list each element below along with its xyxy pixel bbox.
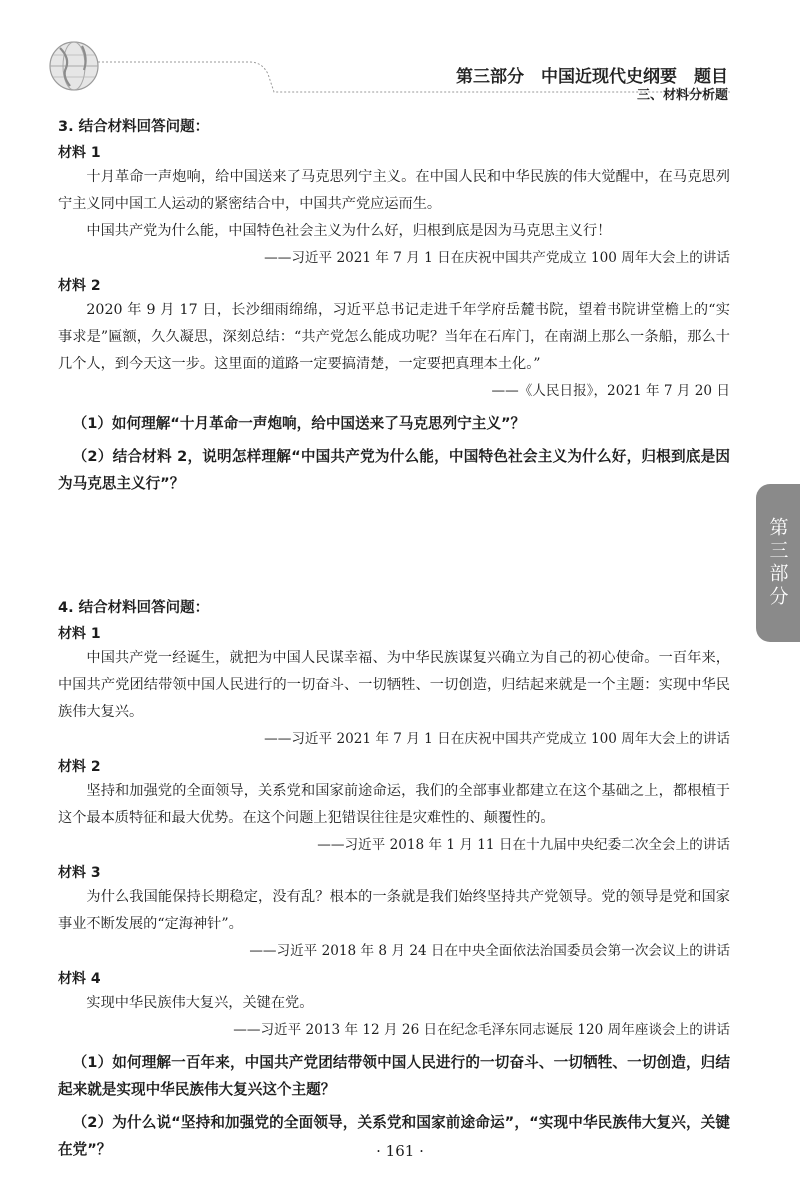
material-source: ——习近平 2018 年 8 月 24 日在中央全面依法治国委员会第一次会议上的讲话: [249, 943, 730, 959]
sub-question: （2）结合材料 2，说明怎样理解“中国共产党为什么能，中国特色社会主义为什么好，归根到底是因为马克思主义行”？: [58, 448, 730, 492]
header-title: 第三部分 中国近现代史纲要 题目: [456, 67, 728, 87]
side-tab-label: 第三部分: [766, 517, 789, 609]
page-header: [0, 0, 800, 110]
question-title: 4. 结合材料回答问题：: [58, 600, 210, 616]
material-paragraph: 为什么我国能保持长期稳定，没有乱？根本的一条就是我们始终坚持共产党领导。党的领导是党和国家事业不断发展的“定海神针”。: [58, 889, 730, 932]
material-label: 材料 1: [58, 626, 101, 642]
material-paragraph: 中国共产党为什么能，中国特色社会主义为什么好，归根到底是因为马克思主义行！: [86, 223, 612, 239]
sub-question: （1）如何理解“十月革命一声炮响，给中国送来了马克思列宁主义”？: [72, 415, 526, 432]
sub-question: （2）为什么说“坚持和加强党的全面领导，关系党和国家前途命运”，“实现中华民族伟大复兴，关键在党”？: [58, 1114, 730, 1158]
material-paragraph: 中国共产党一经诞生，就把为中国人民谋幸福、为中华民族谋复兴确立为自己的初心使命。一百年来，中国共产党团结带领中国人民进行的一切奋斗、一切牺牲、一切创造，归结起来就是一个主题：实现中华民族伟大复兴。: [58, 650, 730, 720]
material-label: 材料 2: [58, 759, 101, 775]
material-source: ——习近平 2018 年 1 月 11 日在十九届中央纪委二次全会上的讲话: [317, 837, 730, 853]
material-paragraph: 十月革命一声炮响，给中国送来了马克思列宁主义。在中国人民和中华民族的伟大觉醒中，在马克思列宁主义同中国工人运动的紧密结合中，中国共产党应运而生。: [58, 169, 730, 212]
question-title: 3. 结合材料回答问题：: [58, 119, 210, 135]
material-source: ——《人民日报》，2021 年 7 月 20 日: [491, 383, 730, 399]
sub-question: （1）如何理解一百年来，中国共产党团结带领中国人民进行的一切奋斗、一切牺牲、一切创造，归结起来就是实现中华民族伟大复兴这个主题？: [58, 1054, 730, 1098]
question-4: [58, 597, 730, 1163]
material-paragraph: 坚持和加强党的全面领导，关系党和国家前途命运，我们的全部事业都建立在这个基础之上，都根植于这个最本质特征和最大优势。在这个问题上犯错误往往是灾难性的、颠覆性的。: [58, 783, 730, 826]
material-paragraph: 2020 年 9 月 17 日，长沙细雨绵绵，习近平总书记走进千年学府岳麓书院，望着书院讲堂檐上的“实事求是”匾额，久久凝思，深刻总结：“共产党怎么能成功呢？当年在石库门，在南湖上那么一条船，那么十几个人，到今天这一步。这里面的道路一定要搞清楚，一定要把真理本土化。”: [58, 302, 730, 372]
page-content: [58, 112, 730, 1163]
material-label: 材料 2: [58, 278, 101, 294]
material-label: 材料 1: [58, 145, 101, 161]
answer-space: [58, 497, 730, 593]
material-label: 材料 4: [58, 971, 101, 987]
section-side-tab: [756, 484, 800, 642]
question-3: [58, 116, 730, 497]
material-source: ——习近平 2021 年 7 月 1 日在庆祝中国共产党成立 100 周年大会上的讲话: [264, 250, 730, 266]
material-paragraph: 实现中华民族伟大复兴，关键在党。: [86, 995, 314, 1011]
header-subtitle: 三、材料分析题: [636, 88, 728, 103]
material-label: 材料 3: [58, 865, 101, 881]
globe-icon: [50, 42, 98, 90]
material-source: ——习近平 2013 年 12 月 26 日在纪念毛泽东同志诞辰 120 周年座谈会上的讲话: [233, 1022, 730, 1038]
page-number: · 161 ·: [376, 1142, 424, 1160]
material-source: ——习近平 2021 年 7 月 1 日在庆祝中国共产党成立 100 周年大会上的讲话: [264, 731, 730, 747]
